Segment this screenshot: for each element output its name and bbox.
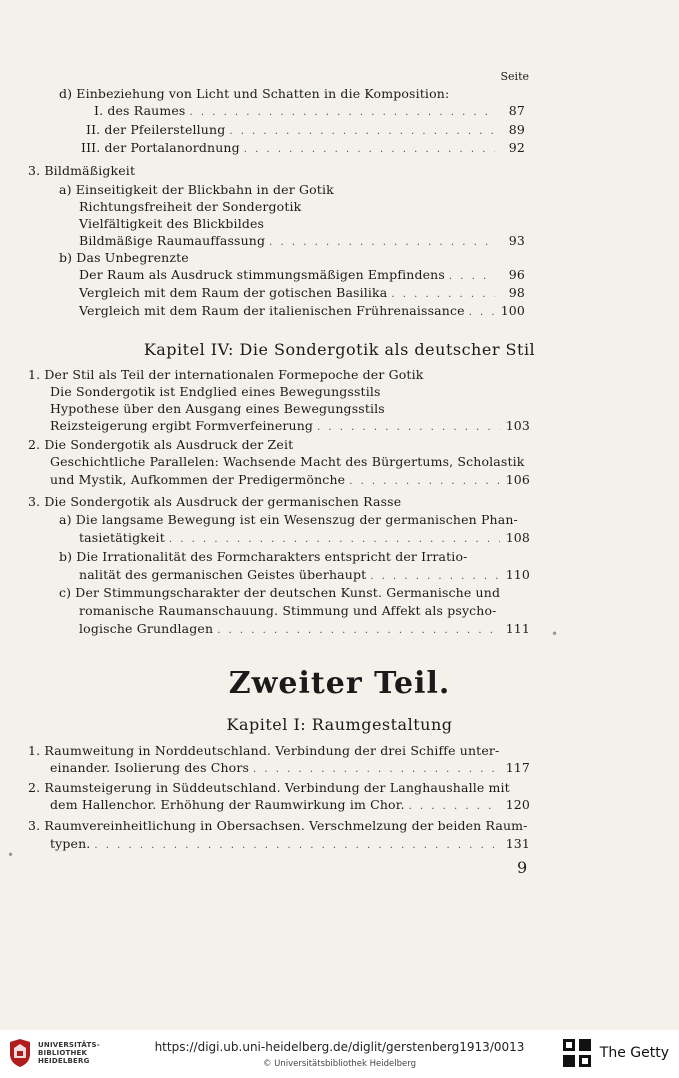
toc-entry[interactable] xyxy=(50,836,530,854)
toc-entry[interactable] xyxy=(50,418,530,436)
entry-text: und Mystik, Aufkommen der Predigermönche xyxy=(50,472,346,487)
entry-page: 98 xyxy=(508,285,525,300)
chapter-iv-section-2: 2. Die Sondergotik als Ausdruck der Zeit xyxy=(28,437,294,452)
toc-line: romanische Raumanschauung. Stimmung und Affekt als psycho- xyxy=(79,603,497,618)
toc-entry[interactable] xyxy=(79,303,525,321)
chapter-iv-section-1: 1. Der Stil als Teil der internationalen Formepoche der Gotik xyxy=(28,367,424,382)
entry-text: typen. xyxy=(50,836,91,851)
chapter-iv-section-3: 3. Die Sondergotik als Ausdruck der germanischen Rasse xyxy=(28,494,402,509)
permalink-url[interactable]: https://digi.ub.uni-heidelberg.de/diglit/gerstenberg1913/0013 xyxy=(154,1040,525,1054)
entry-text: logische Grundlagen xyxy=(79,621,214,636)
entry-page: 108 xyxy=(505,530,530,545)
entry-text: Vergleich mit dem Raum der italienischen Frührenaissance xyxy=(79,303,465,318)
toc-line: c) Der Stimmungscharakter der deutschen Kunst. Germanische und xyxy=(59,585,501,600)
entry-text: einander. Isolierung des Chors xyxy=(50,760,250,775)
entry-text: dem Hallenchor. Erhöhung der Raumwirkung im Chor. xyxy=(50,797,405,812)
entry-page: 103 xyxy=(505,418,530,433)
toc-line: Die Sondergotik ist Endglied eines Bewegungsstils xyxy=(50,384,381,399)
entry-text: Der Raum als Ausdruck stimmungsmäßigen Empfindens xyxy=(79,267,445,282)
entry-page: 106 xyxy=(505,472,530,487)
entry-text: Vergleich mit dem Raum der gotischen Basilika xyxy=(79,285,388,300)
viewer-footer xyxy=(0,1030,679,1078)
toc-line: Hypothese über den Ausgang eines Bewegungsstils xyxy=(50,401,385,416)
page-number: 9 xyxy=(517,858,528,877)
speck-mark: • xyxy=(551,627,559,641)
entry-page: 100 xyxy=(500,303,525,318)
part-two-chapter-title: Kapitel I: Raumgestaltung xyxy=(226,715,453,734)
entry-page: 92 xyxy=(508,140,525,155)
entry-text: II. der Pfeilerstellung xyxy=(86,122,226,137)
entry-page: 131 xyxy=(505,836,530,851)
getty-mark-icon xyxy=(562,1038,592,1068)
toc-entry[interactable] xyxy=(79,621,530,639)
toc-entry[interactable] xyxy=(50,797,530,815)
entry-page: 89 xyxy=(508,122,525,137)
section-3b-heading: b) Das Unbegrenzte xyxy=(59,250,189,265)
entry-page: 96 xyxy=(508,267,525,282)
toc-entry[interactable] xyxy=(50,760,530,778)
toc-entry[interactable] xyxy=(79,233,525,251)
entry-text: nalität des germanischen Geistes überhaupt xyxy=(79,567,367,582)
toc-line: a) Die langsame Bewegung ist ein Wesenszug der germanischen Phan- xyxy=(59,512,518,527)
toc-line: Vielfältigkeit des Blickbildes xyxy=(79,216,265,231)
toc-entry[interactable] xyxy=(50,472,530,490)
entry-text: Reizsteigerung ergibt Formverfeinerung xyxy=(50,418,314,433)
entry-page: 87 xyxy=(508,103,525,118)
section-d-heading: d) Einbeziehung von Licht und Schatten in die Komposition: xyxy=(59,86,450,101)
toc-line: 1. Raumweitung in Norddeutschland. Verbindung der drei Schiffe unter- xyxy=(28,743,500,758)
toc-entry[interactable] xyxy=(86,122,525,140)
chapter-iv-title: Kapitel IV: Die Sondergotik als deutscher Stil xyxy=(143,340,536,359)
toc-line: Geschichtliche Parallelen: Wachsende Macht des Bürgertums, Scholastik xyxy=(50,454,525,469)
entry-page: 120 xyxy=(505,797,530,812)
getty-label: The Getty xyxy=(599,1045,669,1061)
entry-page: 93 xyxy=(508,233,525,248)
entry-page: 117 xyxy=(505,760,530,775)
toc-entry[interactable] xyxy=(79,267,525,285)
entry-text: Bildmäßige Raumauffassung xyxy=(79,233,266,248)
toc-entry[interactable] xyxy=(79,285,525,303)
page-column-label: Seite xyxy=(500,70,529,83)
ub-logo-text: UNIVERSITÄTS- BIBLIOTHEK HEIDELBERG xyxy=(38,1041,100,1065)
speck-mark: • xyxy=(7,848,15,862)
getty-logo[interactable] xyxy=(562,1038,669,1068)
entry-page: 110 xyxy=(505,567,530,582)
entry-text: III. der Portalanordnung xyxy=(81,140,240,155)
entry-text: tasietätigkeit xyxy=(79,530,165,545)
toc-entry[interactable] xyxy=(94,103,525,121)
toc-line: 3. Raumvereinheitlichung in Obersachsen. Verschmelzung der beiden Raum- xyxy=(28,818,528,833)
entry-page: 111 xyxy=(505,621,530,636)
toc-line: b) Die Irrationalität des Formcharakters entspricht der Irratio- xyxy=(59,549,468,564)
toc-line: Richtungsfreiheit der Sondergotik xyxy=(79,199,302,214)
entry-text: I. des Raumes xyxy=(94,103,186,118)
toc-line: 2. Raumsteigerung in Süddeutschland. Verbindung der Langhaushalle mit xyxy=(28,780,510,795)
section-3-heading: 3. Bildmäßigkeit xyxy=(28,163,136,178)
toc-entry[interactable] xyxy=(79,567,530,585)
part-two-title: Zweiter Teil. xyxy=(228,666,451,701)
toc-entry[interactable] xyxy=(81,140,525,158)
toc-entry[interactable] xyxy=(79,530,530,548)
copyright-notice: © Universitätsbibliothek Heidelberg xyxy=(262,1059,416,1069)
section-3a-heading: a) Einseitigkeit der Blickbahn in der Gotik xyxy=(59,182,334,197)
